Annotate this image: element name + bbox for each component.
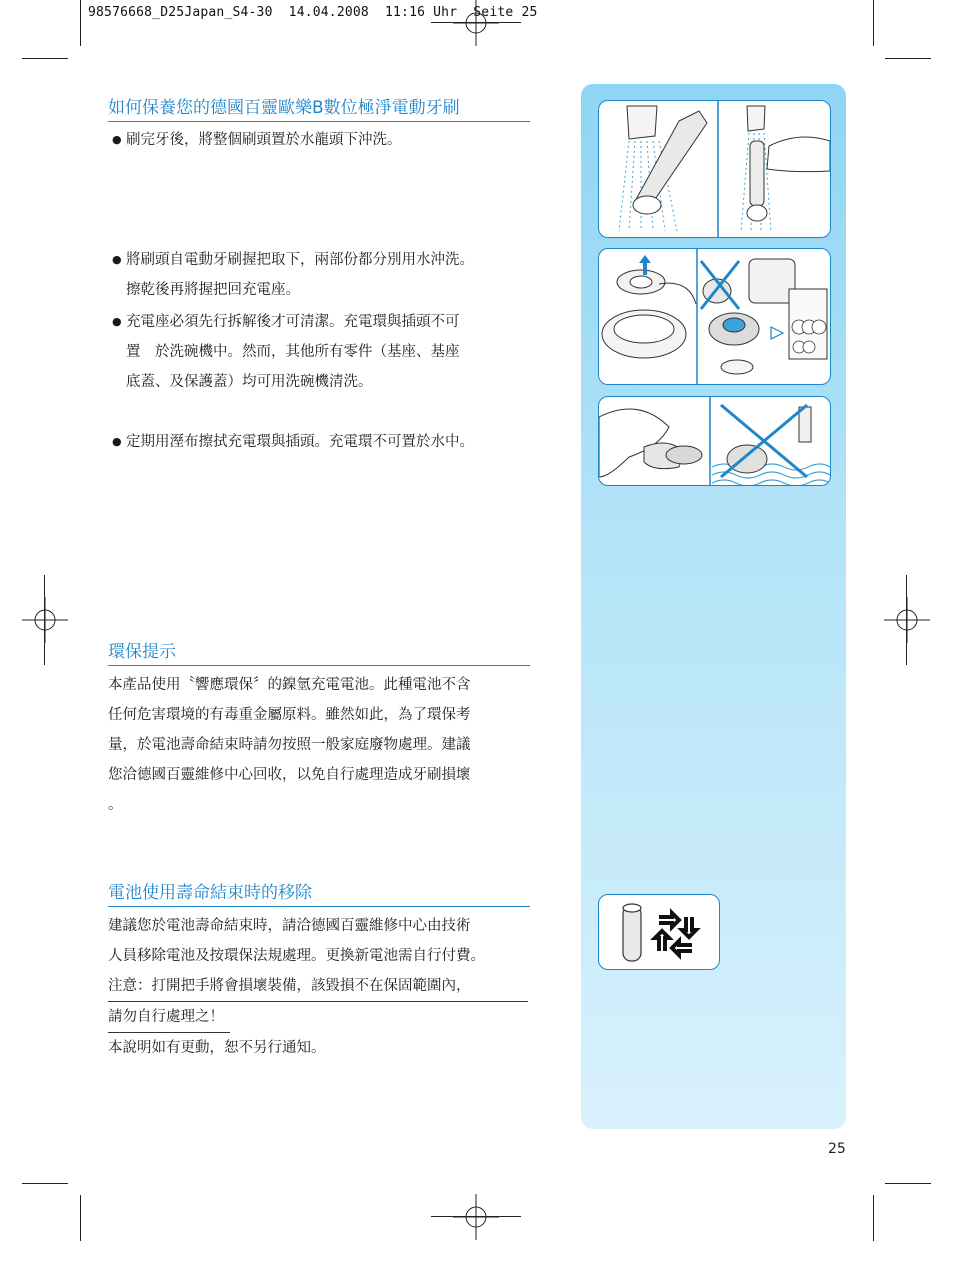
text-line: 您洽德國百靈維修中心回收，以免自行處理造成牙刷損壞 bbox=[108, 767, 471, 783]
bullet-icon: ● bbox=[112, 253, 122, 266]
registration-mark-icon bbox=[884, 597, 930, 643]
warning-line bbox=[108, 1002, 532, 1033]
bullet-icon: ● bbox=[112, 435, 122, 448]
print-slug: 98576668_D25Japan_S4-30 14.04.2008 11:16 Uhr Seite 25 bbox=[88, 5, 538, 20]
list-item-text: 刷完牙後，將整個刷頭置於水龍頭下沖洗。 bbox=[126, 132, 402, 148]
crop-mark bbox=[22, 58, 68, 59]
illustration-panel bbox=[581, 84, 846, 1129]
bullet-icon: ● bbox=[112, 133, 122, 146]
list-item-text: 充電座必須先行拆解後才可清潔。充電環與插頭不可 bbox=[126, 314, 460, 330]
list-item-text: 底蓋、及保護蓋）均可用洗碗機清洗。 bbox=[126, 374, 373, 390]
list-item-charger bbox=[108, 307, 532, 397]
list-item-text: 將刷頭自電動牙刷握把取下，兩部份都分別用水沖洗。 bbox=[126, 252, 474, 268]
illustration-wipe-no-water bbox=[598, 396, 831, 486]
crop-mark bbox=[80, 1195, 81, 1241]
list-item-separate bbox=[108, 245, 532, 305]
registration-mark-icon bbox=[453, 1194, 499, 1240]
illustration-charger-dishwasher bbox=[598, 248, 831, 385]
text-line: 任何危害環境的有毒重金屬原料。雖然如此，為了環保考 bbox=[108, 707, 471, 723]
list-item-text: 置 於洗碗機中。然而，其他所有零件（基座、基座 bbox=[126, 344, 460, 360]
crop-mark bbox=[873, 1195, 874, 1241]
environment-paragraph bbox=[108, 670, 532, 820]
section-title-battery: 電池使用壽命結束時的移除 bbox=[108, 881, 530, 907]
page-number: 25 bbox=[828, 1141, 846, 1157]
crop-mark bbox=[431, 22, 521, 23]
list-item-text: 擦乾後再將握把回充電座。 bbox=[126, 282, 300, 298]
text-line: 。 bbox=[108, 797, 123, 813]
text-line: 人員移除電池及按環保法規處理。更換新電池需自行付費。 bbox=[108, 948, 485, 964]
registration-mark-icon bbox=[22, 597, 68, 643]
list-item-text: 定期用溼布擦拭充電環與插頭。充電環不可置於水中。 bbox=[126, 434, 474, 450]
list-item-wipe bbox=[108, 427, 532, 457]
battery-paragraph bbox=[108, 911, 532, 1063]
wipe-illustration-icon bbox=[599, 397, 830, 485]
crop-mark bbox=[431, 1216, 521, 1217]
crop-mark bbox=[44, 575, 45, 665]
warning-text: 請勿自行處理之！ bbox=[108, 1002, 230, 1033]
section-title-care: 如何保養您的德國百靈歐樂B數位極淨電動牙刷 bbox=[108, 96, 530, 122]
illustration-recycle bbox=[598, 894, 720, 970]
list-item-rinse bbox=[108, 125, 532, 155]
crop-mark bbox=[906, 575, 907, 665]
text-line: 本說明如有更動，恕不另行通知。 bbox=[108, 1040, 326, 1056]
bullet-icon: ● bbox=[112, 315, 122, 328]
illustration-rinse bbox=[598, 100, 831, 238]
section-title-environment: 環保提示 bbox=[108, 640, 530, 666]
crop-mark bbox=[80, 0, 81, 46]
charger-dishwasher-illustration-icon bbox=[599, 249, 830, 384]
crop-mark bbox=[873, 0, 874, 46]
registration-mark-icon bbox=[453, 0, 499, 46]
warning-line bbox=[108, 971, 528, 1002]
crop-mark bbox=[885, 58, 931, 59]
recycle-battery-icon bbox=[599, 895, 719, 969]
text-line: 建議您於電池壽命結束時，請洽德國百靈維修中心由技術 bbox=[108, 918, 471, 934]
crop-mark bbox=[22, 1183, 68, 1184]
crop-mark bbox=[885, 1183, 931, 1184]
text-line: 本產品使用〝響應環保〞的鎳氫充電電池。此種電池不含 bbox=[108, 677, 471, 693]
warning-text: 注意：打開把手將會損壞裝備，該毀損不在保固範圍內， bbox=[108, 978, 471, 994]
text-line: 量，於電池壽命結束時請勿按照一般家庭廢物處理。建議 bbox=[108, 737, 471, 753]
rinse-illustration-icon bbox=[599, 101, 830, 237]
